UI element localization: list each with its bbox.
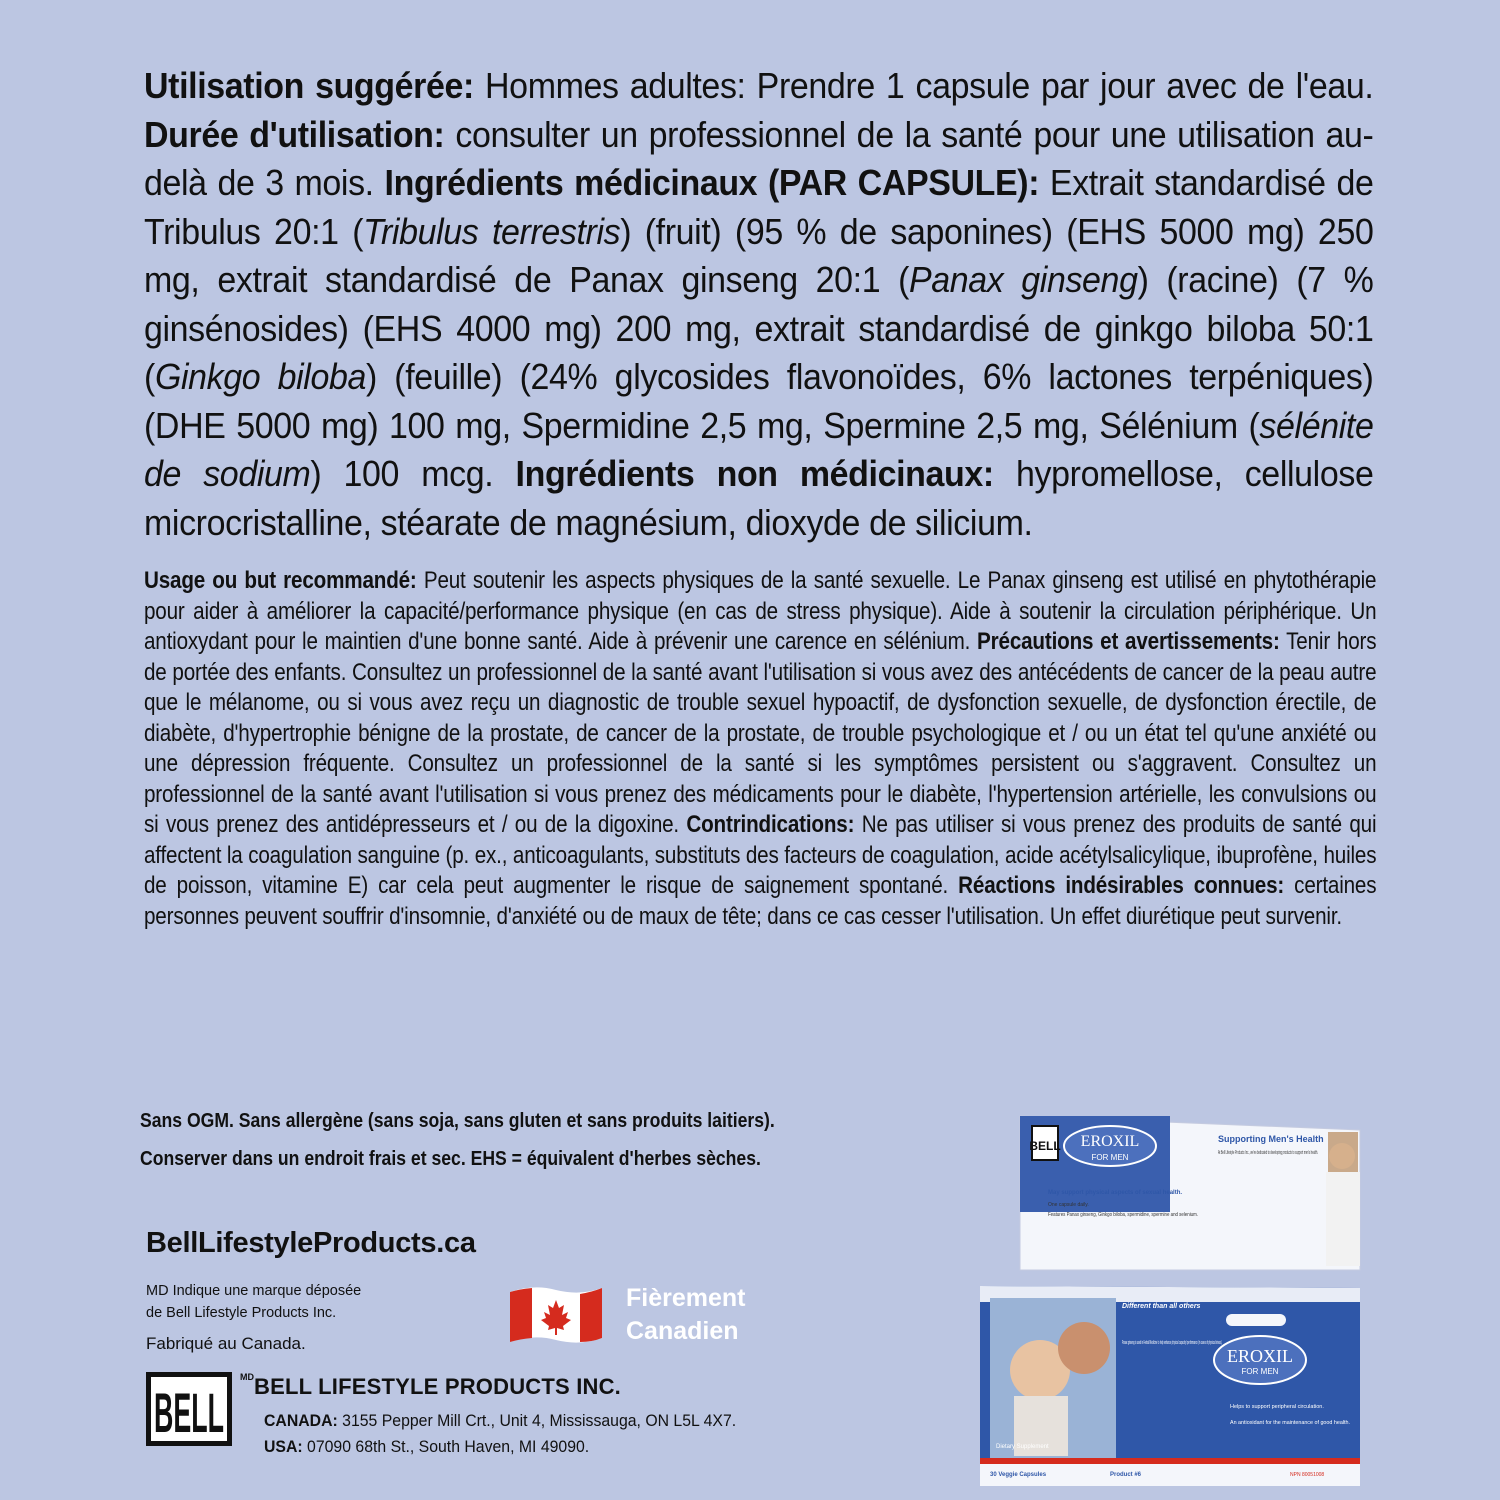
cautions-label: Précautions et avertissements: [977, 628, 1280, 655]
medicinal-ingredients-label: Ingrédients médicinaux (PAR CAPSULE): [384, 162, 1040, 203]
svg-text:EROXIL: EROXIL [1080, 1133, 1140, 1150]
warnings-paragraph [144, 566, 1376, 932]
svg-text:EROXIL: EROXIL [1227, 1346, 1293, 1366]
medicinal-ingredients-text: ) (racine) (7 % ginsénosides) (EHS 4000 mg) 200 mg, extrait standardisé de ginkgo biloba 50:1 ( [144, 259, 1374, 397]
made-in-canada: Fabriqué au Canada. [146, 1334, 306, 1353]
svg-text:At Bell Lifestyle Products Inc: At Bell Lifestyle Products Inc., we're dedicated to developing products to support men's health. [1218, 1150, 1318, 1156]
product-notes [140, 1102, 932, 1178]
directions-paragraph [144, 62, 1373, 547]
suggested-use-label: Utilisation suggérée: [144, 65, 474, 106]
svg-text:Features Panax ginseng, Ginkgo: Features Panax ginseng, Ginkgo biloba, spermidine, spermine and selenium. [1048, 1212, 1198, 1218]
canada-label: CANADA: [264, 1411, 338, 1430]
gmo-note: Sans OGM. Sans allergène (sans soja, sans gluten et sans produits laitiers). [140, 1110, 775, 1132]
suggested-use-text: Hommes adultes: Prendre 1 capsule par jour avec de l'eau. [473, 65, 1374, 106]
canada-address [264, 1408, 785, 1434]
contraindications-label: Contrindications: [686, 811, 855, 838]
trademark-line: de Bell Lifestyle Products Inc. [146, 1305, 337, 1321]
svg-text:May support physical aspects o: May support physical aspects of sexual health. [1048, 1190, 1183, 1196]
storage-note: Conserver dans un endroit frais et sec. EHS = équivalent d'herbes sèches. [140, 1148, 761, 1170]
non-medicinal-text: hypromellose, cellulose microcristalline, stéarate de magnésium, dioxyde de silicium. [144, 453, 1374, 543]
proudly-line: Fièrement [626, 1284, 746, 1312]
medicinal-ingredients-text: ) 100 mcg. [310, 453, 516, 494]
svg-text:One capsule daily.: One capsule daily. [1048, 1202, 1089, 1208]
svg-text:FOR MEN: FOR MEN [1241, 1367, 1279, 1376]
svg-text:An antioxidant for the mainten: An antioxidant for the maintenance of good health. [1230, 1420, 1351, 1426]
non-medicinal-label: Ingrédients non médicinaux: [515, 453, 994, 494]
canada-flag-icon [506, 1282, 606, 1346]
recommended-use-text: Peut soutenir les aspects physiques de la santé sexuelle. Le Panax ginseng est utilisé en phytothérapie pour aider à améliorer la capacité/performance physique (en cas de stress physique). Aide à soutenir la circulation périphérique. Un antioxydant pour le maintien d'une bonne santé. Aide à prévenir une carence en sélénium. [144, 567, 1377, 655]
svg-text:Dietary Supplement: Dietary Supplement [996, 1444, 1049, 1450]
usa-label: USA: [264, 1437, 303, 1456]
usa-addr-text: 07090 68th St., South Haven, MI 49090. [302, 1437, 590, 1456]
company-address [264, 1408, 785, 1460]
svg-text:Different than all others: Different than all others [1122, 1303, 1201, 1310]
svg-text:Product #6: Product #6 [1110, 1472, 1142, 1478]
duration-text: consulter un professionnel de la santé pour une utilisation au-delà de 3 mois. [144, 113, 1374, 203]
cautions-text: Tenir hors de portée des enfants. Consultez un professionnel de la santé avant l'utilisation si vous avez des antécédents de cancer de la peau autre que le mélanome, ou si vous avez reçu un diagnostic de trouble sexuel hypoactif, de dysfonction sexuelle, de dysfonction érectile, de diabète, d'hypertrophie bénigne de la prostate, de cancer de la prostate, de trouble psychologique et / ou un état tel qu'une anxiété ou une dépression fréquente. Consultez un professionnel de la santé si les symptômes persistent ou s'aggravent. Consultez un professionnel de la santé avant l'utilisation si vous prenez des médicaments pour le diabète, l'hypertension artérielle, les convulsions ou si vous prenez des antidépresseurs et / ou de la digoxine. [144, 628, 1377, 838]
contraindications-text: Ne pas utiliser si vous prenez des produits de santé qui affectent la coagulation sanguine (p. ex., anticoagulants, substituts des facteurs de coagulation, acide acétylsalicylique, ibuprofène, huiles de poisson, vitamine E) car cela peut augmenter le risque de saignement spontané. [144, 811, 1377, 899]
recommended-use-label: Usage ou but recommandé: [144, 567, 417, 594]
medicinal-ingredients-text: ) (feuille) (24% glycosides flavonoïdes, 6% lactones terpéniques) (DHE 5000 mg) 100 mg, Spermidine 2,5 mg, Spermine 2,5 mg, Sélénium ( [144, 356, 1374, 446]
trademark-note [146, 1280, 361, 1324]
svg-text:Supporting Men's Health: Supporting Men's Health [1218, 1134, 1324, 1144]
trademark-line: MD Indique une marque déposée [146, 1283, 362, 1299]
bell-logo [146, 1372, 232, 1446]
latin-name: sélénite de sodium [144, 404, 1374, 494]
usa-address [264, 1434, 785, 1460]
company-name: BELL LIFESTYLE PRODUCTS INC. [254, 1374, 621, 1399]
website-link[interactable]: BellLifestyleProducts.ca [146, 1227, 476, 1259]
svg-text:FOR MEN: FOR MEN [1091, 1153, 1129, 1162]
canada-addr-text: 3155 Pepper Mill Crt., Unit 4, Mississauga, ON L5L 4X7. [337, 1411, 737, 1430]
bell-logo-text: BELL [154, 1381, 224, 1444]
proudly-line: Canadien [626, 1317, 739, 1345]
medicinal-ingredients-text: Extrait standardisé de Tribulus 20:1 ( [144, 162, 1374, 252]
proudly-canadian [626, 1282, 745, 1348]
latin-name: Tribulus terrestris [363, 210, 621, 252]
svg-text:BELL: BELL [1029, 1139, 1061, 1153]
product-box-image [980, 1112, 1370, 1492]
md-mark: MD [240, 1372, 254, 1382]
svg-text:Helps to support peripheral ci: Helps to support peripheral circulation. [1230, 1404, 1324, 1410]
adverse-reactions-label: Réactions indésirables connues: [958, 872, 1285, 899]
latin-name: Panax ginseng [909, 259, 1138, 300]
latin-name: Ginkgo biloba [154, 356, 366, 397]
medicinal-ingredients-text: ) (fruit) (95 % de saponines) (EHS 5000 mg) 250 mg, extrait standardisé de Panax ginseng 20:1 ( [144, 210, 1374, 300]
duration-label: Durée d'utilisation: [144, 113, 445, 155]
svg-text:Panax ginseng is used in Herba: Panax ginseng is used in Herbal Medicine to help enhance physical capacity/ performance (in cases of physical stress). [1122, 1340, 1223, 1346]
adverse-reactions-text: certaines personnes peuvent souffrir d'insomnie, d'anxiété ou de maux de tête; dans ce cas cesser l'utilisation. Un effet diurétique peut survenir. [144, 872, 1377, 930]
svg-text:NPN 80051008: NPN 80051008 [1290, 1472, 1325, 1478]
svg-text:30 Veggie Capsules: 30 Veggie Capsules [990, 1472, 1047, 1478]
